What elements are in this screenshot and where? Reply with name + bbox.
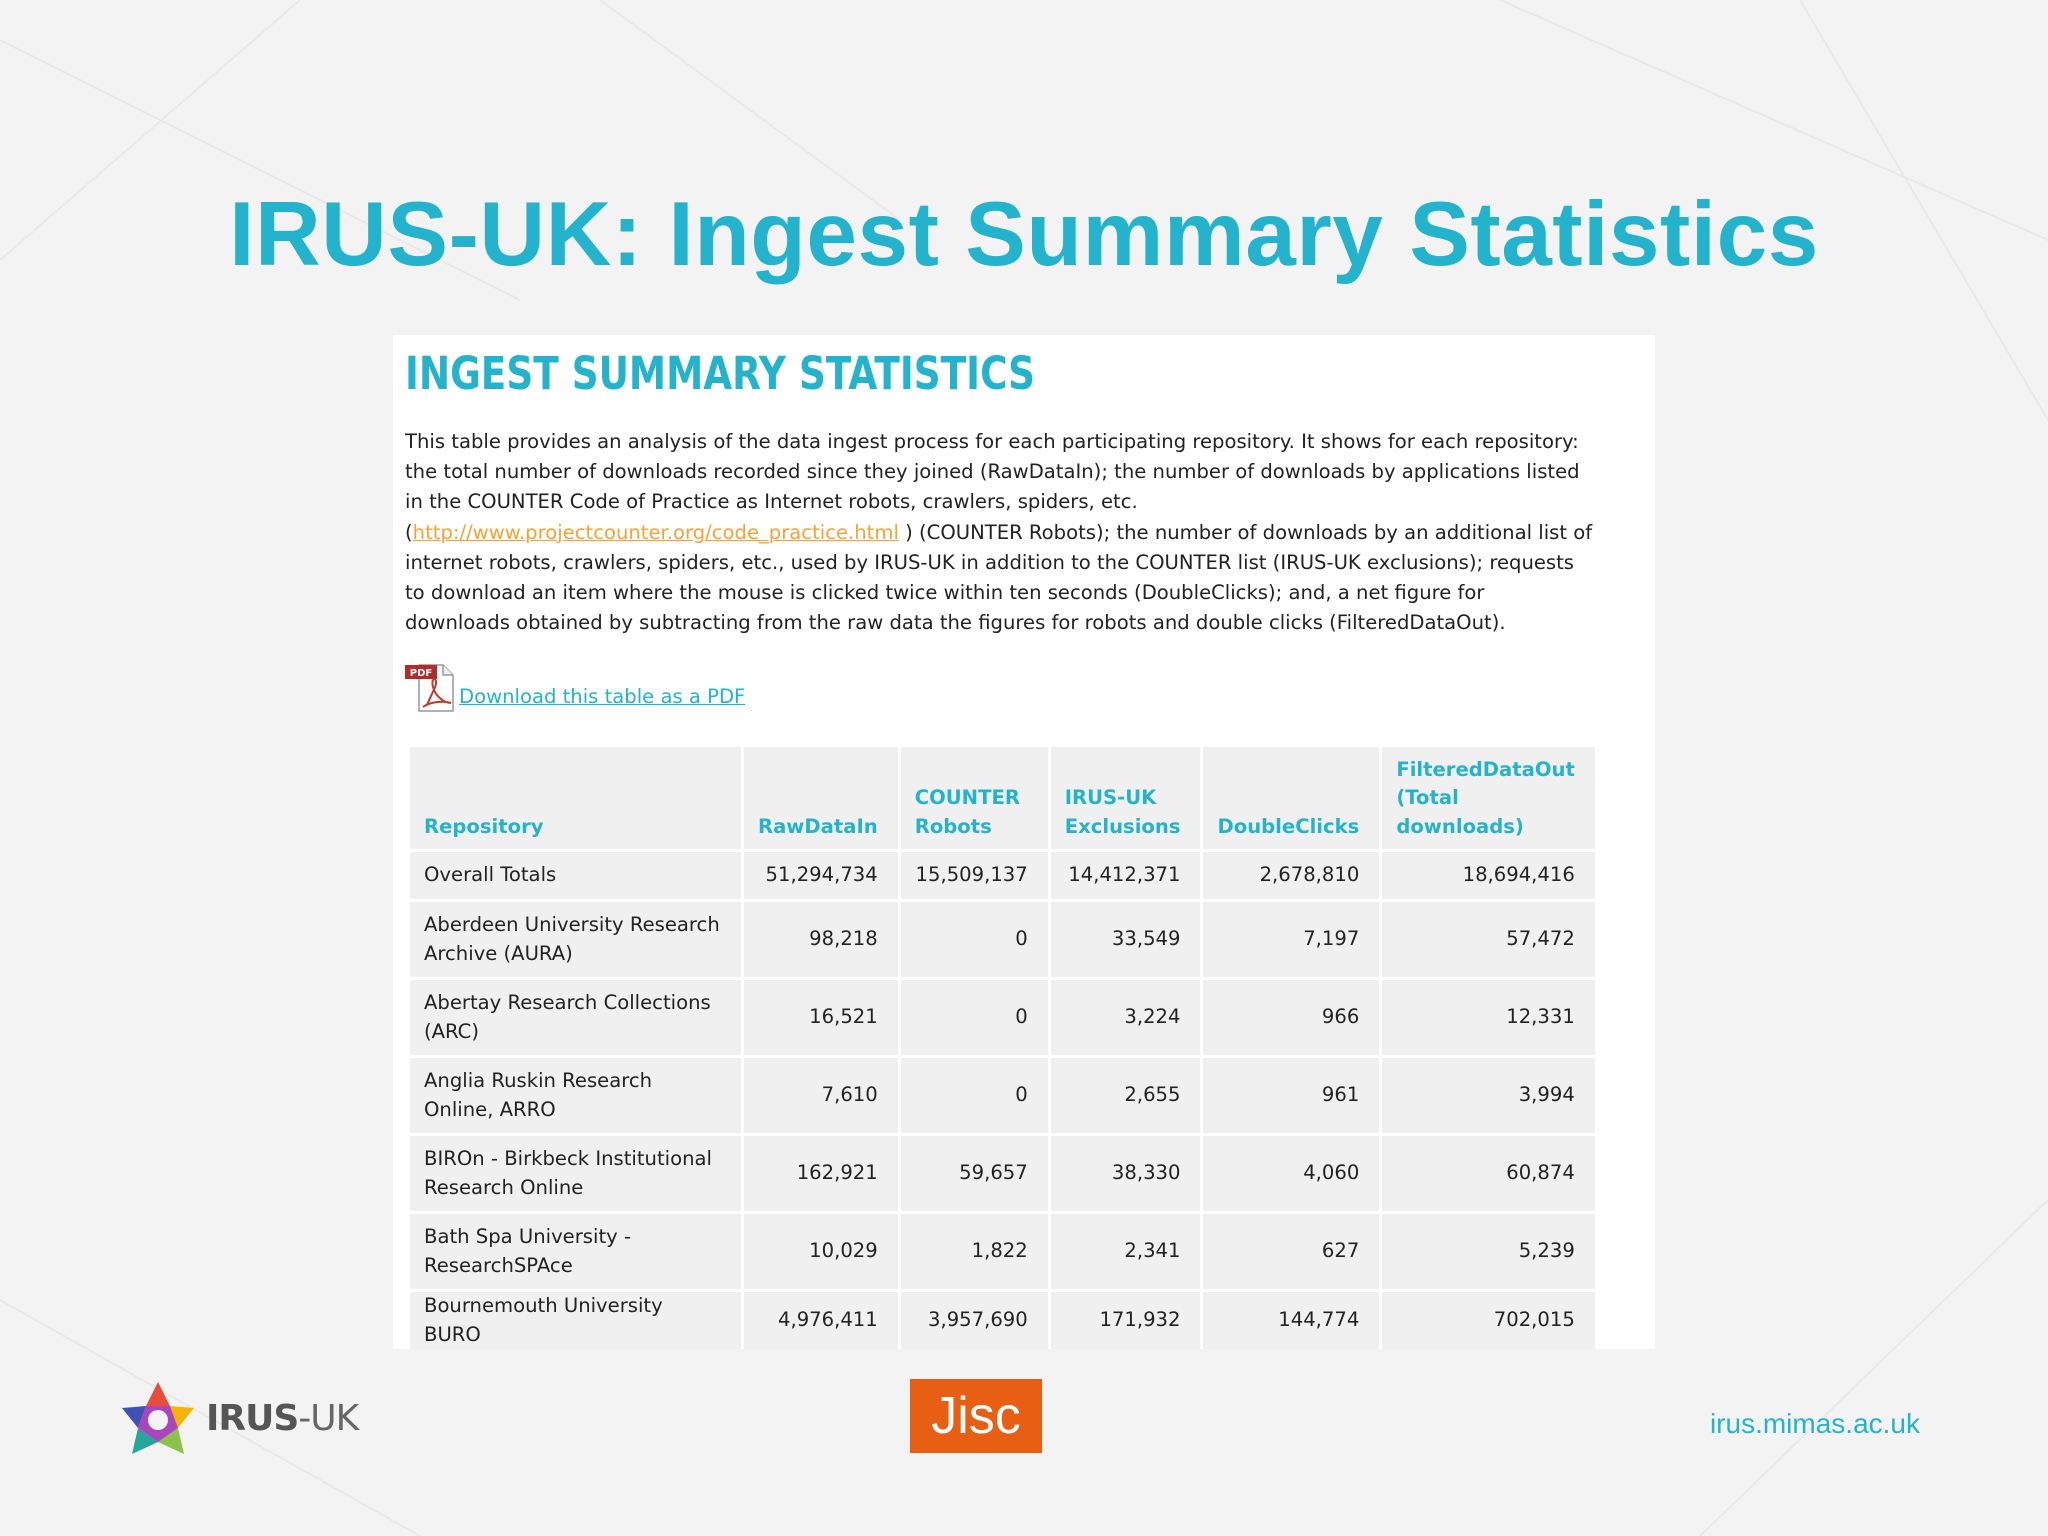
- rawdatain-cell: 162,921: [744, 1136, 898, 1211]
- irus-logo-mark-icon: [118, 1378, 198, 1458]
- ingest-stats-table: [407, 744, 1598, 1349]
- rawdatain-cell: 7,610: [744, 1058, 898, 1133]
- doubleclicks-cell: 627: [1203, 1214, 1379, 1289]
- intro-text-start: This table provides an analysis of the data ingest process for each participating repository. It shows for each repository: the total number of downloads recorded since they joined (RawDataIn); the number of downloads by applications listed in the COUNTER Code of Practice as Internet robots, crawlers, spiders, etc. (: [405, 430, 1580, 544]
- table-row: [410, 1292, 1595, 1349]
- rawdatain-cell: 51,294,734: [744, 852, 898, 899]
- col-header-doubleclicks[interactable]: DoubleClicks: [1203, 747, 1379, 849]
- counter-robots-cell: 15,509,137: [901, 852, 1048, 899]
- col-header-irus-exclusions[interactable]: IRUS-UK Exclusions: [1051, 747, 1201, 849]
- filtereddataout-cell: 702,015: [1382, 1292, 1595, 1349]
- table-header-row: [410, 747, 1595, 849]
- rawdatain-cell: 10,029: [744, 1214, 898, 1289]
- intro-paragraph: [405, 427, 1595, 638]
- repository-cell: Overall Totals: [410, 852, 741, 899]
- doubleclicks-cell: 966: [1203, 980, 1379, 1055]
- repository-cell: Abertay Research Collections (ARC): [410, 980, 741, 1055]
- filtereddataout-cell: 60,874: [1382, 1136, 1595, 1211]
- webpage-screenshot: [393, 335, 1655, 1349]
- table-row: [410, 980, 1595, 1055]
- table-row: [410, 852, 1595, 899]
- footer-url: irus.mimas.ac.uk: [1709, 1408, 1920, 1439]
- irus-exclusions-cell: 171,932: [1051, 1292, 1201, 1349]
- jisc-logo: Jisc: [910, 1379, 1042, 1453]
- counter-robots-cell: 0: [901, 980, 1048, 1055]
- filtereddataout-cell: 12,331: [1382, 980, 1595, 1055]
- slide-title: IRUS-UK: Ingest Summary Statistics: [229, 184, 1819, 285]
- filtereddataout-cell: 3,994: [1382, 1058, 1595, 1133]
- table-row: [410, 1214, 1595, 1289]
- counter-robots-cell: 59,657: [901, 1136, 1048, 1211]
- pdf-icon-label: PDF: [409, 668, 433, 679]
- irus-uk-logo: [118, 1378, 359, 1458]
- download-pdf-link[interactable]: Download this table as a PDF: [459, 685, 746, 708]
- repository-cell: Aberdeen University Research Archive (AURA): [410, 902, 741, 977]
- col-header-rawdatain[interactable]: RawDataIn: [744, 747, 898, 849]
- repository-cell: BIROn - Birkbeck Institutional Research Online: [410, 1136, 741, 1211]
- doubleclicks-cell: 144,774: [1203, 1292, 1379, 1349]
- filtereddataout-cell: 5,239: [1382, 1214, 1595, 1289]
- table-row: [410, 1136, 1595, 1211]
- counter-robots-cell: 3,957,690: [901, 1292, 1048, 1349]
- page-heading: INGEST SUMMARY STATISTICS: [405, 347, 1036, 400]
- table-row: [410, 1058, 1595, 1133]
- pdf-download-row: [405, 661, 1005, 721]
- col-header-counter-robots[interactable]: COUNTER Robots: [901, 747, 1048, 849]
- repository-cell: Bournemouth University BURO: [410, 1292, 741, 1349]
- repository-cell: Bath Spa University - ResearchSPAce: [410, 1214, 741, 1289]
- table-row: [410, 902, 1595, 977]
- doubleclicks-cell: 7,197: [1203, 902, 1379, 977]
- pdf-icon[interactable]: [405, 661, 457, 715]
- counter-code-link[interactable]: http://www.projectcounter.org/code_practice.html: [412, 520, 899, 544]
- intro-text-end: ) (COUNTER Robots); the number of downloads by an additional list of internet robots, crawlers, spiders, etc., used by IRUS-UK in addition to the COUNTER list (IRUS-UK exclusions); requests to download an item where the mouse is clicked twice within ten seconds (DoubleClicks); and, a net figure for downloads obtained by subtracting from the raw data the figures for robots and double clicks (FilteredDataOut).: [405, 520, 1593, 635]
- col-header-repository[interactable]: Repository: [410, 747, 741, 849]
- irus-logo-text: IRUS-UK: [206, 1398, 359, 1439]
- doubleclicks-cell: 4,060: [1203, 1136, 1379, 1211]
- doubleclicks-cell: 2,678,810: [1203, 852, 1379, 899]
- rawdatain-cell: 4,976,411: [744, 1292, 898, 1349]
- counter-robots-cell: 0: [901, 902, 1048, 977]
- repository-cell: Anglia Ruskin Research Online, ARRO: [410, 1058, 741, 1133]
- irus-exclusions-cell: 2,655: [1051, 1058, 1201, 1133]
- irus-exclusions-cell: 38,330: [1051, 1136, 1201, 1211]
- rawdatain-cell: 16,521: [744, 980, 898, 1055]
- counter-robots-cell: 1,822: [901, 1214, 1048, 1289]
- col-header-filtereddataout[interactable]: FilteredDataOut (Total downloads): [1382, 747, 1595, 849]
- filtereddataout-cell: 57,472: [1382, 902, 1595, 977]
- irus-exclusions-cell: 14,412,371: [1051, 852, 1201, 899]
- rawdatain-cell: 98,218: [744, 902, 898, 977]
- filtereddataout-cell: 18,694,416: [1382, 852, 1595, 899]
- counter-robots-cell: 0: [901, 1058, 1048, 1133]
- doubleclicks-cell: 961: [1203, 1058, 1379, 1133]
- irus-exclusions-cell: 2,341: [1051, 1214, 1201, 1289]
- irus-exclusions-cell: 33,549: [1051, 902, 1201, 977]
- irus-exclusions-cell: 3,224: [1051, 980, 1201, 1055]
